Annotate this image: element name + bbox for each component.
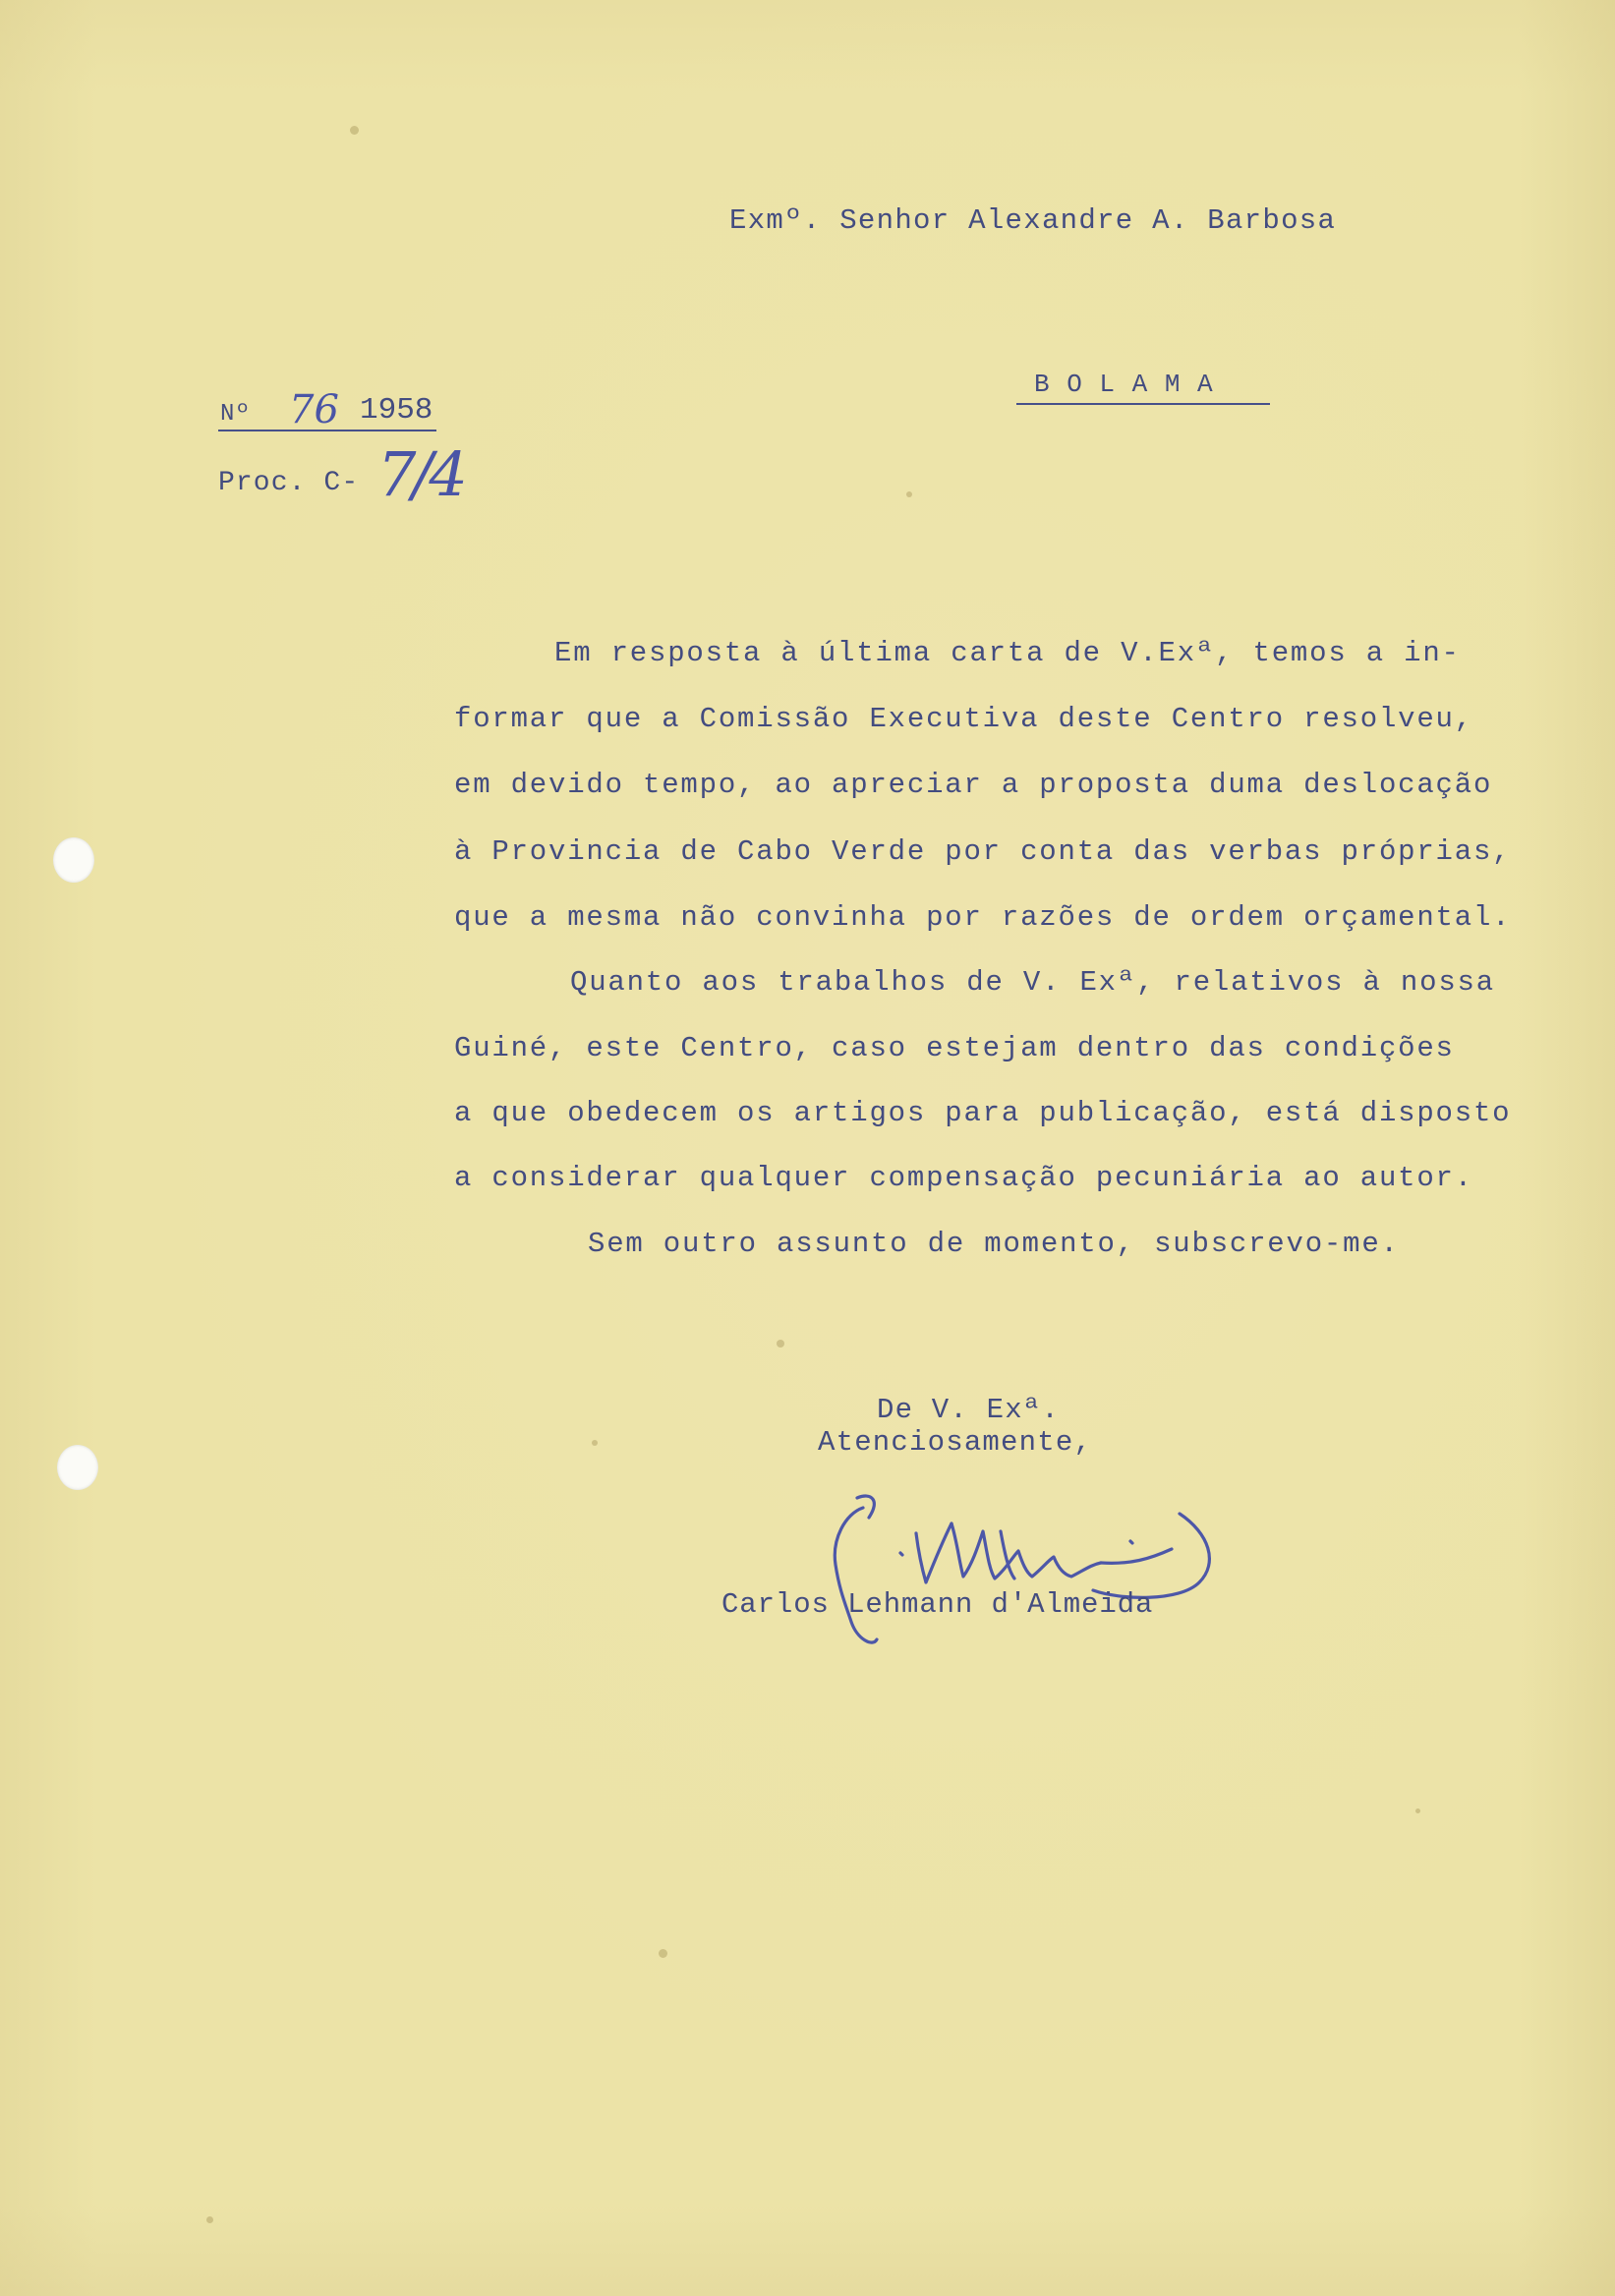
paper-spot: [350, 126, 359, 135]
city-name: B O L A M A: [1034, 370, 1214, 399]
punch-hole-top: [53, 837, 94, 883]
punch-hole-bottom: [57, 1445, 98, 1490]
paper-spot: [906, 491, 912, 497]
body-line: que a mesma não convinha por razões de ordem orçamental.: [454, 901, 1512, 934]
recipient-line: Exmº. Senhor Alexandre A. Barbosa: [729, 204, 1337, 237]
body-line: Guiné, este Centro, caso estejam dentro das condições: [454, 1032, 1455, 1064]
body-line: a considerar qualquer compensação pecuniária ao autor.: [454, 1162, 1473, 1194]
reference-number: 76: [289, 387, 339, 432]
body-line: formar que a Comissão Executiva deste Centro resolveu,: [454, 703, 1473, 735]
handwritten-signature: [806, 1474, 1298, 1671]
paper-spot: [777, 1340, 784, 1348]
paper-spot: [659, 1949, 667, 1958]
closing-salutation: De V. Exª.: [877, 1394, 1061, 1426]
closing-regards: Atenciosamente,: [818, 1426, 1093, 1459]
body-line: Em resposta à última carta de V.Exª, temos a in-: [554, 637, 1461, 669]
paper-spot: [206, 2216, 213, 2223]
reference-year: 1958: [360, 393, 433, 428]
body-line: Quanto aos trabalhos de V. Exª, relativos à nossa: [570, 966, 1495, 999]
body-line: Sem outro assunto de momento, subscrevo-me.: [588, 1228, 1400, 1260]
process-value: 7/4: [377, 438, 464, 510]
reference-prefix: Nº: [220, 401, 252, 428]
city-underline: [1016, 403, 1270, 405]
process-label: Proc. C-: [218, 468, 360, 498]
body-line: à Provincia de Cabo Verde por conta das verbas próprias,: [454, 835, 1512, 868]
signatory-name: Carlos Lehmann d'Almeida: [721, 1588, 1154, 1621]
reference-underline: [218, 430, 436, 431]
paper-spot: [592, 1440, 598, 1446]
body-line: a que obedecem os artigos para publicação, está disposto: [454, 1097, 1512, 1129]
paper-spot: [1415, 1808, 1420, 1813]
body-line: em devido tempo, ao apreciar a proposta duma deslocação: [454, 769, 1493, 801]
